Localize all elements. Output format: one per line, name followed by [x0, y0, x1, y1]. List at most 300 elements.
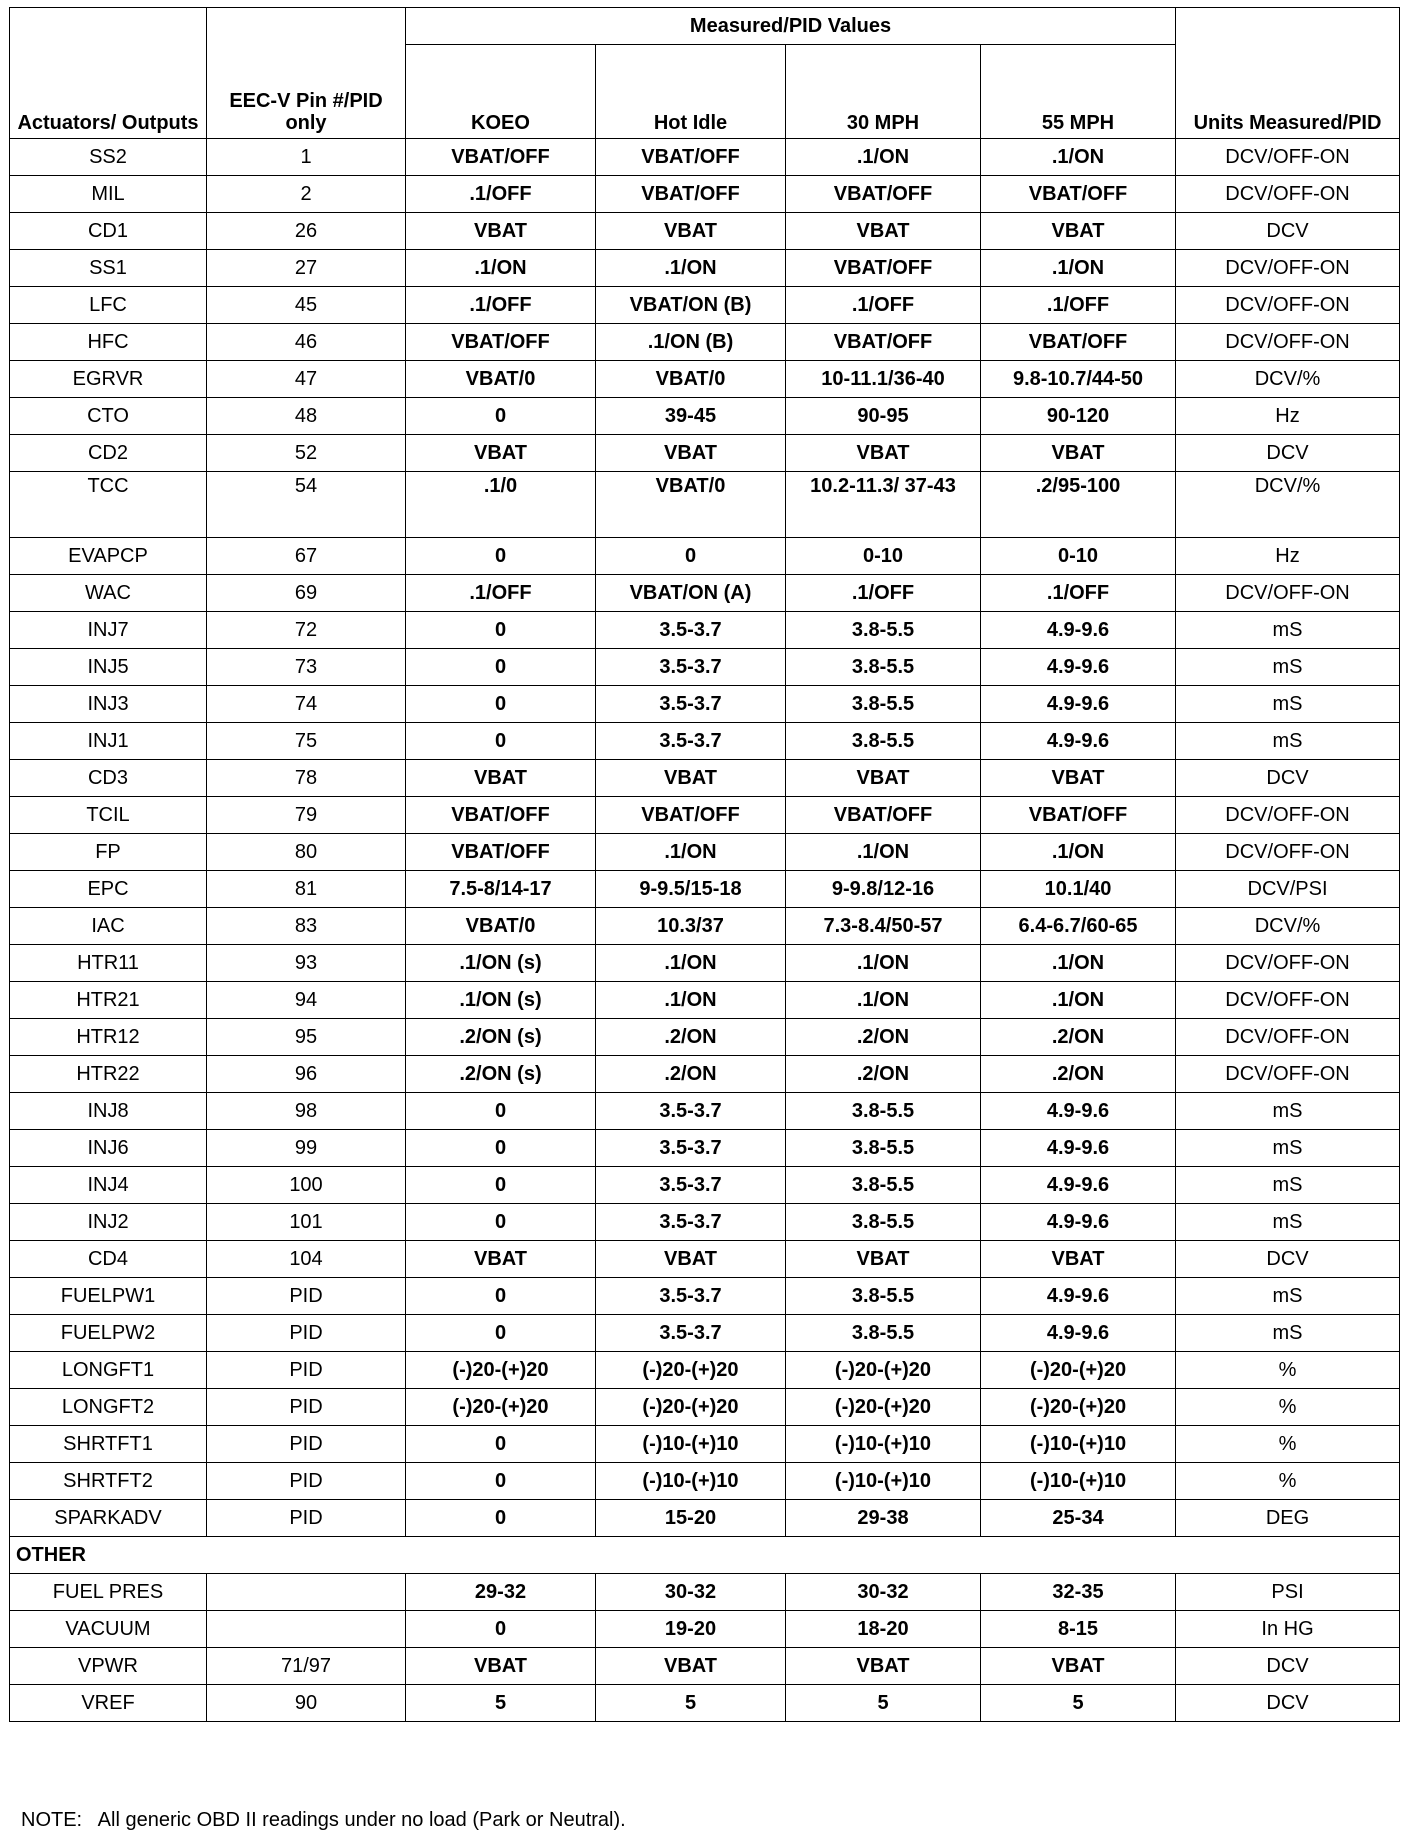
- cell-hot-idle: VBAT/ON (B): [596, 287, 786, 324]
- cell-actuator: HTR12: [10, 1019, 207, 1056]
- cell-actuator: CD4: [10, 1241, 207, 1278]
- cell-actuator: IAC: [10, 908, 207, 945]
- header-hot-idle: Hot Idle: [596, 45, 786, 139]
- cell-units: mS: [1176, 686, 1400, 723]
- cell-30mph: 3.8-5.5: [786, 612, 981, 649]
- cell-55mph: VBAT: [981, 760, 1176, 797]
- cell-55mph: 4.9-9.6: [981, 1278, 1176, 1315]
- cell-hot-idle: 3.5-3.7: [596, 1315, 786, 1352]
- cell-30mph: VBAT/OFF: [786, 324, 981, 361]
- table-row: [10, 1611, 1400, 1648]
- cell-30mph: 3.8-5.5: [786, 686, 981, 723]
- cell-55mph: .1/OFF: [981, 287, 1176, 324]
- cell-pin: 74: [207, 686, 406, 723]
- cell-30mph: 18-20: [786, 1611, 981, 1648]
- table-row: [10, 649, 1400, 686]
- header-pin: EEC-V Pin #/PID only: [207, 8, 406, 139]
- cell-pin: 26: [207, 213, 406, 250]
- cell-55mph: .1/ON: [981, 945, 1176, 982]
- cell-units: DCV/OFF-ON: [1176, 176, 1400, 213]
- cell-koeo: 0: [406, 1500, 596, 1537]
- cell-pin: 101: [207, 1204, 406, 1241]
- cell-koeo: 0: [406, 1426, 596, 1463]
- cell-koeo: .1/ON (s): [406, 982, 596, 1019]
- table-row: [10, 871, 1400, 908]
- table-row: [10, 538, 1400, 575]
- table-row: [10, 1093, 1400, 1130]
- cell-hot-idle: .2/ON: [596, 1056, 786, 1093]
- cell-55mph: 5: [981, 1685, 1176, 1722]
- cell-actuator: INJ3: [10, 686, 207, 723]
- cell-30mph: 3.8-5.5: [786, 1315, 981, 1352]
- header-koeo: KOEO: [406, 45, 596, 139]
- cell-units: DCV: [1176, 435, 1400, 472]
- cell-30mph: 0-10: [786, 538, 981, 575]
- cell-hot-idle: 3.5-3.7: [596, 686, 786, 723]
- cell-units: DCV/OFF-ON: [1176, 797, 1400, 834]
- cell-hot-idle: 3.5-3.7: [596, 649, 786, 686]
- cell-hot-idle: 3.5-3.7: [596, 1204, 786, 1241]
- cell-units: In HG: [1176, 1611, 1400, 1648]
- cell-hot-idle: .1/ON: [596, 834, 786, 871]
- cell-hot-idle: VBAT/OFF: [596, 797, 786, 834]
- cell-30mph: 7.3-8.4/50-57: [786, 908, 981, 945]
- cell-units: DCV/OFF-ON: [1176, 1019, 1400, 1056]
- cell-hot-idle: .1/ON (B): [596, 324, 786, 361]
- cell-30mph: .1/OFF: [786, 287, 981, 324]
- table-row: [10, 1056, 1400, 1093]
- table-row: [10, 1463, 1400, 1500]
- cell-units: DCV/OFF-ON: [1176, 1056, 1400, 1093]
- cell-units: DCV: [1176, 1241, 1400, 1278]
- cell-units: DCV/OFF-ON: [1176, 287, 1400, 324]
- cell-koeo: 0: [406, 1315, 596, 1352]
- cell-pin: PID: [207, 1426, 406, 1463]
- cell-55mph: 9.8-10.7/44-50: [981, 361, 1176, 398]
- table-row: [10, 324, 1400, 361]
- cell-hot-idle: .2/ON: [596, 1019, 786, 1056]
- cell-30mph: (-)20-(+)20: [786, 1389, 981, 1426]
- cell-koeo: 0: [406, 612, 596, 649]
- cell-pin: PID: [207, 1315, 406, 1352]
- cell-actuator: HTR11: [10, 945, 207, 982]
- cell-hot-idle: (-)10-(+)10: [596, 1426, 786, 1463]
- cell-units: PSI: [1176, 1574, 1400, 1611]
- cell-actuator: VACUUM: [10, 1611, 207, 1648]
- cell-pin: 27: [207, 250, 406, 287]
- cell-koeo: VBAT/OFF: [406, 797, 596, 834]
- cell-units: mS: [1176, 1278, 1400, 1315]
- cell-pin: 54: [207, 472, 406, 538]
- cell-pin: 48: [207, 398, 406, 435]
- table-row: [10, 1167, 1400, 1204]
- cell-55mph: 4.9-9.6: [981, 1093, 1176, 1130]
- pid-table: [9, 7, 1400, 1722]
- cell-pin: 1: [207, 139, 406, 176]
- cell-actuator: INJ8: [10, 1093, 207, 1130]
- cell-units: mS: [1176, 1204, 1400, 1241]
- cell-actuator: FP: [10, 834, 207, 871]
- cell-koeo: VBAT: [406, 213, 596, 250]
- cell-koeo: VBAT/0: [406, 361, 596, 398]
- cell-actuator: INJ1: [10, 723, 207, 760]
- cell-hot-idle: VBAT/0: [596, 361, 786, 398]
- cell-koeo: 0: [406, 1130, 596, 1167]
- section-row-other: [10, 1537, 1400, 1574]
- cell-pin: 93: [207, 945, 406, 982]
- cell-pin: 104: [207, 1241, 406, 1278]
- cell-pin: 96: [207, 1056, 406, 1093]
- cell-units: Hz: [1176, 538, 1400, 575]
- cell-55mph: 6.4-6.7/60-65: [981, 908, 1176, 945]
- cell-actuator: EGRVR: [10, 361, 207, 398]
- cell-pin: [207, 1611, 406, 1648]
- cell-koeo: VBAT/OFF: [406, 324, 596, 361]
- table-row: [10, 1352, 1400, 1389]
- cell-hot-idle: .1/ON: [596, 250, 786, 287]
- cell-hot-idle: .1/ON: [596, 945, 786, 982]
- cell-30mph: 3.8-5.5: [786, 1093, 981, 1130]
- cell-pin: PID: [207, 1352, 406, 1389]
- cell-30mph: .2/ON: [786, 1019, 981, 1056]
- table-row: [10, 1019, 1400, 1056]
- cell-units: DCV/OFF-ON: [1176, 982, 1400, 1019]
- cell-pin: 67: [207, 538, 406, 575]
- cell-pin: 99: [207, 1130, 406, 1167]
- table-row: [10, 1278, 1400, 1315]
- table-row: [10, 287, 1400, 324]
- cell-units: DCV: [1176, 1648, 1400, 1685]
- cell-55mph: .1/ON: [981, 250, 1176, 287]
- table-row: [10, 834, 1400, 871]
- cell-pin: 72: [207, 612, 406, 649]
- cell-hot-idle: 5: [596, 1685, 786, 1722]
- cell-hot-idle: 39-45: [596, 398, 786, 435]
- cell-55mph: (-)10-(+)10: [981, 1463, 1176, 1500]
- cell-units: Hz: [1176, 398, 1400, 435]
- table-row: [10, 472, 1400, 538]
- footnote: NOTE: All generic OBD II readings under no load (Park or Neutral).: [21, 1809, 626, 1831]
- cell-actuator: VPWR: [10, 1648, 207, 1685]
- cell-koeo: VBAT: [406, 1648, 596, 1685]
- cell-actuator: FUELPW2: [10, 1315, 207, 1352]
- table-body: [10, 139, 1400, 1722]
- cell-actuator: LONGFT2: [10, 1389, 207, 1426]
- cell-pin: 73: [207, 649, 406, 686]
- cell-actuator: INJ2: [10, 1204, 207, 1241]
- cell-55mph: VBAT: [981, 213, 1176, 250]
- cell-55mph: 4.9-9.6: [981, 1130, 1176, 1167]
- cell-koeo: (-)20-(+)20: [406, 1352, 596, 1389]
- cell-units: DCV: [1176, 1685, 1400, 1722]
- cell-koeo: 5: [406, 1685, 596, 1722]
- table-row: [10, 575, 1400, 612]
- cell-pin: 71/97: [207, 1648, 406, 1685]
- cell-30mph: .2/ON: [786, 1056, 981, 1093]
- cell-55mph: .2/ON: [981, 1019, 1176, 1056]
- cell-actuator: CD2: [10, 435, 207, 472]
- cell-30mph: 5: [786, 1685, 981, 1722]
- cell-koeo: 0: [406, 1611, 596, 1648]
- cell-55mph: VBAT: [981, 1241, 1176, 1278]
- table-row: [10, 612, 1400, 649]
- cell-actuator: SHRTFT1: [10, 1426, 207, 1463]
- cell-koeo: 0: [406, 723, 596, 760]
- table-row: [10, 435, 1400, 472]
- cell-55mph: 32-35: [981, 1574, 1176, 1611]
- cell-pin: 46: [207, 324, 406, 361]
- cell-pin: 78: [207, 760, 406, 797]
- cell-koeo: 0: [406, 686, 596, 723]
- cell-hot-idle: 3.5-3.7: [596, 1093, 786, 1130]
- cell-hot-idle: (-)10-(+)10: [596, 1463, 786, 1500]
- cell-koeo: 0: [406, 398, 596, 435]
- cell-hot-idle: VBAT: [596, 435, 786, 472]
- table-row: [10, 797, 1400, 834]
- cell-koeo: VBAT/OFF: [406, 834, 596, 871]
- cell-units: mS: [1176, 1093, 1400, 1130]
- section-label: OTHER: [10, 1537, 1400, 1574]
- cell-pin: 52: [207, 435, 406, 472]
- cell-30mph: VBAT: [786, 435, 981, 472]
- cell-pin: 2: [207, 176, 406, 213]
- cell-actuator: SS2: [10, 139, 207, 176]
- cell-30mph: 3.8-5.5: [786, 1130, 981, 1167]
- cell-units: DCV/PSI: [1176, 871, 1400, 908]
- cell-55mph: .1/ON: [981, 139, 1176, 176]
- table-row: [10, 686, 1400, 723]
- cell-koeo: 0: [406, 1204, 596, 1241]
- cell-units: DCV/%: [1176, 472, 1400, 538]
- cell-30mph: 3.8-5.5: [786, 723, 981, 760]
- cell-hot-idle: 3.5-3.7: [596, 1167, 786, 1204]
- cell-55mph: VBAT/OFF: [981, 797, 1176, 834]
- cell-koeo: 0: [406, 1093, 596, 1130]
- cell-pin: 79: [207, 797, 406, 834]
- table-row: [10, 982, 1400, 1019]
- cell-55mph: VBAT/OFF: [981, 176, 1176, 213]
- cell-actuator: HFC: [10, 324, 207, 361]
- cell-30mph: VBAT/OFF: [786, 797, 981, 834]
- cell-30mph: .1/ON: [786, 139, 981, 176]
- cell-koeo: (-)20-(+)20: [406, 1389, 596, 1426]
- cell-pin: PID: [207, 1500, 406, 1537]
- cell-actuator: SHRTFT2: [10, 1463, 207, 1500]
- cell-actuator: MIL: [10, 176, 207, 213]
- table-row: [10, 908, 1400, 945]
- cell-pin: 90: [207, 1685, 406, 1722]
- table-row: [10, 1204, 1400, 1241]
- table-row: [10, 760, 1400, 797]
- cell-koeo: .1/0: [406, 472, 596, 538]
- cell-30mph: VBAT: [786, 1241, 981, 1278]
- table-row: [10, 250, 1400, 287]
- cell-30mph: VBAT: [786, 1648, 981, 1685]
- cell-units: DCV: [1176, 760, 1400, 797]
- cell-hot-idle: VBAT: [596, 213, 786, 250]
- header-55mph: 55 MPH: [981, 45, 1176, 139]
- table-row: [10, 1389, 1400, 1426]
- cell-koeo: 0: [406, 649, 596, 686]
- cell-units: DCV/OFF-ON: [1176, 324, 1400, 361]
- cell-55mph: .1/ON: [981, 982, 1176, 1019]
- cell-55mph: 25-34: [981, 1500, 1176, 1537]
- table-row: [10, 1426, 1400, 1463]
- table-row: [10, 139, 1400, 176]
- cell-units: %: [1176, 1426, 1400, 1463]
- cell-hot-idle: VBAT: [596, 760, 786, 797]
- cell-55mph: (-)20-(+)20: [981, 1352, 1176, 1389]
- cell-koeo: VBAT: [406, 760, 596, 797]
- cell-hot-idle: 0: [596, 538, 786, 575]
- cell-hot-idle: 19-20: [596, 1611, 786, 1648]
- cell-30mph: VBAT/OFF: [786, 176, 981, 213]
- cell-units: DCV/OFF-ON: [1176, 139, 1400, 176]
- cell-actuator: LFC: [10, 287, 207, 324]
- cell-30mph: 29-38: [786, 1500, 981, 1537]
- cell-actuator: FUEL PRES: [10, 1574, 207, 1611]
- cell-units: mS: [1176, 1315, 1400, 1352]
- cell-55mph: 4.9-9.6: [981, 1204, 1176, 1241]
- cell-30mph: 30-32: [786, 1574, 981, 1611]
- cell-55mph: 4.9-9.6: [981, 612, 1176, 649]
- cell-koeo: VBAT/0: [406, 908, 596, 945]
- cell-30mph: 90-95: [786, 398, 981, 435]
- cell-55mph: .2/95-100: [981, 472, 1176, 538]
- cell-actuator: TCC: [10, 472, 207, 538]
- cell-55mph: 4.9-9.6: [981, 686, 1176, 723]
- cell-koeo: .1/OFF: [406, 176, 596, 213]
- table-row: [10, 1574, 1400, 1611]
- cell-30mph: 3.8-5.5: [786, 1167, 981, 1204]
- cell-55mph: (-)10-(+)10: [981, 1426, 1176, 1463]
- cell-koeo: VBAT/OFF: [406, 139, 596, 176]
- cell-koeo: 7.5-8/14-17: [406, 871, 596, 908]
- cell-units: %: [1176, 1389, 1400, 1426]
- cell-hot-idle: 10.3/37: [596, 908, 786, 945]
- cell-55mph: 4.9-9.6: [981, 1167, 1176, 1204]
- cell-units: %: [1176, 1352, 1400, 1389]
- cell-actuator: FUELPW1: [10, 1278, 207, 1315]
- header-30mph: 30 MPH: [786, 45, 981, 139]
- table-row: [10, 723, 1400, 760]
- cell-hot-idle: VBAT/ON (A): [596, 575, 786, 612]
- cell-30mph: (-)20-(+)20: [786, 1352, 981, 1389]
- cell-koeo: .2/ON (s): [406, 1056, 596, 1093]
- cell-koeo: .2/ON (s): [406, 1019, 596, 1056]
- cell-30mph: (-)10-(+)10: [786, 1463, 981, 1500]
- cell-pin: 81: [207, 871, 406, 908]
- cell-30mph: 10.2-11.3/ 37-43: [786, 472, 981, 538]
- cell-30mph: 10-11.1/36-40: [786, 361, 981, 398]
- cell-pin: 94: [207, 982, 406, 1019]
- cell-pin: PID: [207, 1389, 406, 1426]
- cell-koeo: 0: [406, 1167, 596, 1204]
- cell-30mph: .1/ON: [786, 834, 981, 871]
- cell-hot-idle: VBAT/OFF: [596, 176, 786, 213]
- cell-units: DCV/OFF-ON: [1176, 250, 1400, 287]
- cell-pin: 95: [207, 1019, 406, 1056]
- cell-pin: PID: [207, 1463, 406, 1500]
- cell-actuator: SS1: [10, 250, 207, 287]
- cell-actuator: CD3: [10, 760, 207, 797]
- cell-hot-idle: VBAT: [596, 1241, 786, 1278]
- cell-actuator: VREF: [10, 1685, 207, 1722]
- table-row: [10, 945, 1400, 982]
- cell-pin: 83: [207, 908, 406, 945]
- cell-pin: PID: [207, 1278, 406, 1315]
- cell-55mph: .1/ON: [981, 834, 1176, 871]
- cell-actuator: HTR22: [10, 1056, 207, 1093]
- cell-units: mS: [1176, 723, 1400, 760]
- cell-pin: 47: [207, 361, 406, 398]
- cell-koeo: 0: [406, 1278, 596, 1315]
- cell-koeo: .1/OFF: [406, 287, 596, 324]
- cell-koeo: .1/ON (s): [406, 945, 596, 982]
- cell-55mph: .2/ON: [981, 1056, 1176, 1093]
- cell-30mph: VBAT/OFF: [786, 250, 981, 287]
- cell-units: DCV: [1176, 213, 1400, 250]
- cell-pin: 98: [207, 1093, 406, 1130]
- cell-pin: 80: [207, 834, 406, 871]
- cell-hot-idle: VBAT: [596, 1648, 786, 1685]
- cell-55mph: 90-120: [981, 398, 1176, 435]
- cell-30mph: VBAT: [786, 213, 981, 250]
- cell-hot-idle: 3.5-3.7: [596, 1278, 786, 1315]
- cell-hot-idle: 3.5-3.7: [596, 612, 786, 649]
- cell-actuator: SPARKADV: [10, 1500, 207, 1537]
- cell-hot-idle: 3.5-3.7: [596, 1130, 786, 1167]
- cell-actuator: WAC: [10, 575, 207, 612]
- cell-koeo: VBAT: [406, 1241, 596, 1278]
- table-row: [10, 1685, 1400, 1722]
- cell-units: DCV/%: [1176, 908, 1400, 945]
- cell-pin: 100: [207, 1167, 406, 1204]
- cell-30mph: .1/ON: [786, 982, 981, 1019]
- table-row: [10, 361, 1400, 398]
- cell-hot-idle: .1/ON: [596, 982, 786, 1019]
- cell-units: mS: [1176, 1167, 1400, 1204]
- cell-hot-idle: 30-32: [596, 1574, 786, 1611]
- cell-pin: [207, 1574, 406, 1611]
- table-row: [10, 1500, 1400, 1537]
- cell-units: DEG: [1176, 1500, 1400, 1537]
- cell-30mph: 3.8-5.5: [786, 1204, 981, 1241]
- cell-30mph: 3.8-5.5: [786, 1278, 981, 1315]
- cell-actuator: EPC: [10, 871, 207, 908]
- cell-55mph: .1/OFF: [981, 575, 1176, 612]
- cell-55mph: 4.9-9.6: [981, 649, 1176, 686]
- pid-values-sheet: [9, 7, 1399, 1831]
- cell-hot-idle: VBAT/OFF: [596, 139, 786, 176]
- table-row: [10, 213, 1400, 250]
- cell-units: mS: [1176, 612, 1400, 649]
- cell-30mph: 9-9.8/12-16: [786, 871, 981, 908]
- cell-units: %: [1176, 1463, 1400, 1500]
- table-row: [10, 1648, 1400, 1685]
- cell-30mph: .1/ON: [786, 945, 981, 982]
- table-row: [10, 1241, 1400, 1278]
- cell-koeo: 29-32: [406, 1574, 596, 1611]
- cell-pin: 45: [207, 287, 406, 324]
- table-row: [10, 176, 1400, 213]
- cell-55mph: 4.9-9.6: [981, 723, 1176, 760]
- cell-koeo: .1/ON: [406, 250, 596, 287]
- cell-units: DCV/OFF-ON: [1176, 945, 1400, 982]
- cell-actuator: INJ4: [10, 1167, 207, 1204]
- cell-55mph: VBAT: [981, 435, 1176, 472]
- cell-koeo: 0: [406, 1463, 596, 1500]
